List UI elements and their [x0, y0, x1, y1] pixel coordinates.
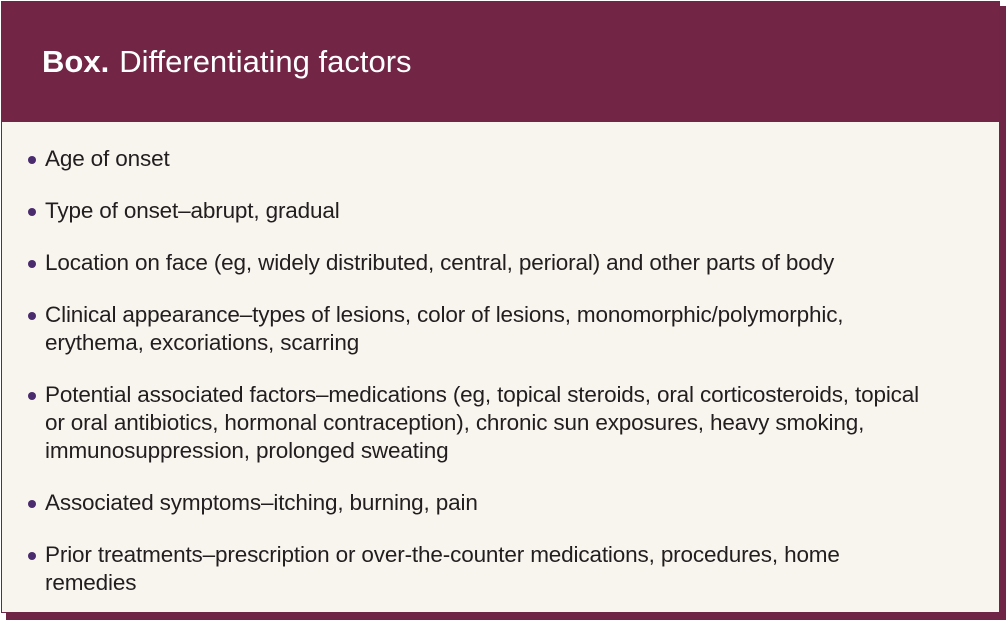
bullet-icon: [28, 500, 36, 508]
list-item-text: Prior treatments–prescription or over-the-counter medications, procedures, home remedies: [45, 542, 840, 595]
list-item-text: Location on face (eg, widely distributed, central, perioral) and other parts of body: [45, 250, 835, 275]
list-item: [28, 301, 925, 357]
list-item: [28, 541, 925, 597]
list-item-text: Potential associated factors–medications (eg, topical steroids, oral corticosteroids, topical or oral antibiotics, hormonal contraception), chronic sun exposures, heavy smoking, immunosuppression, prolonged sweating: [45, 382, 919, 463]
bullet-icon: [28, 260, 36, 268]
list-item-text: Age of onset: [45, 146, 170, 171]
list-item-text: Type of onset–abrupt, gradual: [45, 198, 340, 223]
box-header: [2, 2, 999, 122]
list-item-text: Associated symptoms–itching, burning, pain: [45, 490, 478, 515]
list-item-text: Clinical appearance–types of lesions, color of lesions, monomorphic/polymorphic, erythema, excoriations, scarring: [45, 302, 844, 355]
list-item: [28, 489, 925, 517]
bullet-icon: [28, 208, 36, 216]
list-item: [28, 145, 925, 173]
factors-list: [2, 122, 999, 597]
list-item: [28, 381, 925, 465]
box-label: Box.: [42, 43, 110, 79]
differentiating-factors-box: [1, 1, 1000, 613]
bullet-icon: [28, 156, 36, 164]
list-item: [28, 249, 925, 277]
bullet-icon: [28, 312, 36, 320]
box-shadow-bottom: [6, 613, 1006, 620]
list-item: [28, 197, 925, 225]
bullet-icon: [28, 392, 36, 400]
box-title: Differentiating factors: [119, 43, 412, 79]
bullet-icon: [28, 552, 36, 560]
box-shadow-right: [1000, 6, 1006, 620]
